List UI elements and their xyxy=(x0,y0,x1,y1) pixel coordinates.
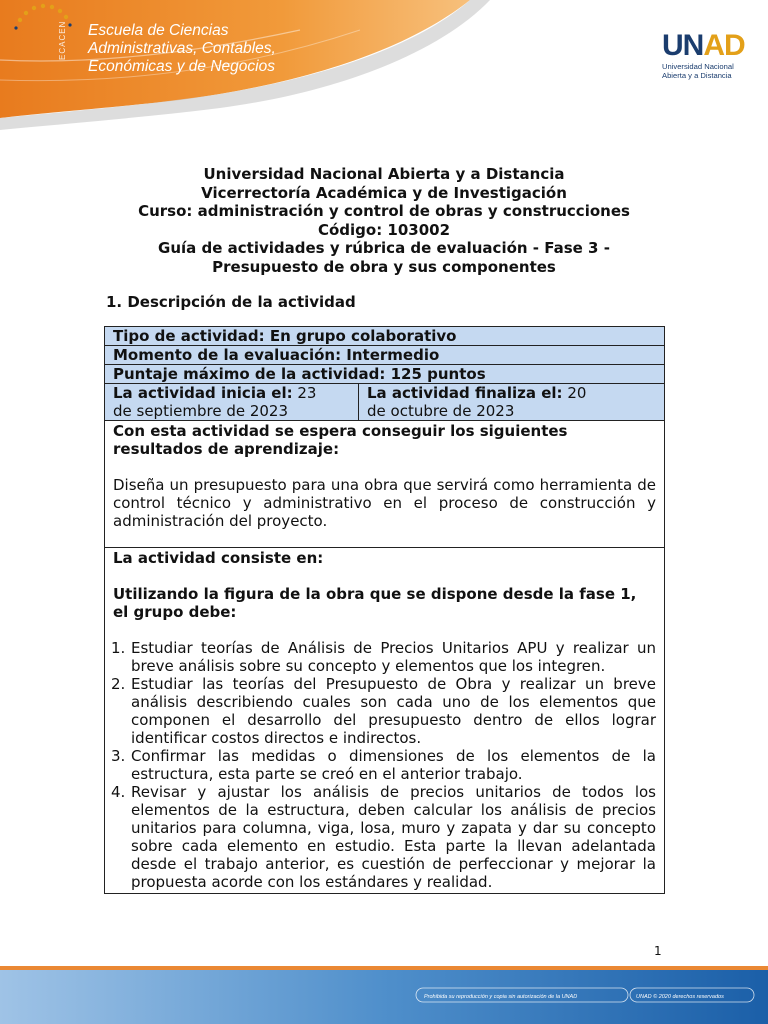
footer-copyright-notice: Prohibida su reproducción y copia sin autorización de la UNAD xyxy=(424,994,578,1000)
unad-word-main: UN xyxy=(662,29,704,62)
school-line: Escuela de Ciencias xyxy=(88,22,229,39)
evaluation-moment-row: Momento de la evaluación: Intermedio xyxy=(105,346,664,365)
title-line: Guía de actividades y rúbrica de evaluación - Fase 3 - xyxy=(158,239,610,257)
activity-steps-list xyxy=(113,639,656,891)
list-item: 1. Estudiar teorías de Análisis de Precios Unitarios APU y realizar un breve análisis sobre su concepto y elementos que los integren. xyxy=(111,639,656,675)
vertical-tag: ECACEN xyxy=(58,20,67,60)
title-line: Código: 103002 xyxy=(317,220,451,239)
start-date-cell xyxy=(105,384,359,420)
start-date-label: La actividad inicia el: xyxy=(113,384,293,402)
activity-table xyxy=(104,326,665,894)
learning-outcomes-row xyxy=(105,421,664,548)
step-text: Estudiar teorías de Análisis de Precios Unitarios APU y realizar un breve análisis sobre su concepto y elementos que los integren. xyxy=(131,639,656,675)
step-text: Confirmar las medidas o dimensiones de los elementos de la estructura, esta parte se creó en el anterior trabajo. xyxy=(131,747,656,783)
learning-outcomes-heading: Con esta actividad se espera conseguir los siguientes resultados de aprendizaje: xyxy=(113,422,568,458)
end-date-month: de octubre de 2023 xyxy=(367,402,515,420)
footer-banner xyxy=(0,960,768,1024)
title-line: Vicerrectoría Académica y de Investigación xyxy=(201,183,567,202)
start-date-month: de septiembre de 2023 xyxy=(113,402,289,420)
unad-logo-dots xyxy=(0,0,100,70)
end-date-day: 20 xyxy=(562,384,587,402)
header-banner xyxy=(0,0,768,145)
list-item: 2. Estudiar las teorías del Presupuesto de Obra y realizar un breve análisis describiendo cuales son cada uno de los elementos que componen el desarrollo del presupuesto dentro de ellos lograr identificar costos directos e indirectos. xyxy=(111,675,656,747)
unad-subtitle-line: Universidad Nacional xyxy=(662,62,734,71)
school-name xyxy=(88,22,276,76)
end-date-cell xyxy=(359,384,664,420)
start-date-day: 23 xyxy=(292,384,317,402)
step-text: Estudiar las teorías del Presupuesto de Obra y realizar un breve análisis describiendo cuales son cada uno de los elementos que componen el desarrollo del presupuesto dentro de ellos lograr identificar costos directos e indirectos. xyxy=(131,675,656,747)
learning-outcomes-text: Diseña un presupuesto para una obra que servirá como herramienta de control técnico y administrativo en el proceso de construcción y administración del proyecto. xyxy=(113,476,656,530)
end-date-label: La actividad finaliza el: xyxy=(367,384,563,402)
document-title-block xyxy=(60,165,708,276)
school-line: Administrativas, Contables, xyxy=(88,40,276,57)
unad-wordmark xyxy=(662,29,745,63)
activity-consists-heading: La actividad consiste en: xyxy=(113,549,324,567)
footer-swoosh xyxy=(0,960,768,1024)
activity-instruction: Utilizando la figura de la obra que se dispone desde la fase 1, el grupo debe: xyxy=(113,585,637,621)
activity-type-row: Tipo de actividad: En grupo colaborativo xyxy=(105,327,664,346)
dates-row xyxy=(105,384,664,421)
unad-subtitle-line: Abierta y a Distancia xyxy=(662,71,732,80)
page-number: 1 xyxy=(654,944,662,958)
title-line: Universidad Nacional Abierta y a Distancia xyxy=(203,165,565,183)
footer-rights: UNAD © 2020 derechos reservados xyxy=(636,994,724,1000)
max-score-row: Puntaje máximo de la actividad: 125 puntos xyxy=(105,365,664,384)
section-title: 1. Descripción de la actividad xyxy=(106,293,356,311)
activity-description-row xyxy=(105,548,664,893)
school-line: Económicas y de Negocios xyxy=(88,58,275,75)
unad-word-accent: AD xyxy=(703,29,745,62)
unad-subtitle xyxy=(662,62,734,80)
list-item: 4. Revisar y ajustar los análisis de precios unitarios de todos los elementos de la estructura, deben calcular los análisis de precios unitarios para columna, viga, losa, muro y zapata y dar su concepto sobre cada elemento en estudio. Esta parte la llevan adelantada desde el trabajo anterior, es cuestión de perfeccionar y mejorar la propuesta acorde con los estándares y realidad. xyxy=(111,783,656,891)
list-item: 3. Confirmar las medidas o dimensiones de los elementos de la estructura, esta parte se creó en el anterior trabajo. xyxy=(111,747,656,783)
title-line: Curso: administración y control de obras y construcciones xyxy=(138,202,630,220)
title-line: Presupuesto de obra y sus componentes xyxy=(212,257,556,276)
step-text: Revisar y ajustar los análisis de precios unitarios de todos los elementos de la estructura, deben calcular los análisis de precios unitarios para columna, viga, losa, muro y zapata y dar su concepto sobre cada elemento en estudio. Esta parte la llevan adelantada desde el trabajo anterior, es cuestión de perfeccionar y mejorar la propuesta acorde con los estándares y realidad. xyxy=(131,783,656,891)
